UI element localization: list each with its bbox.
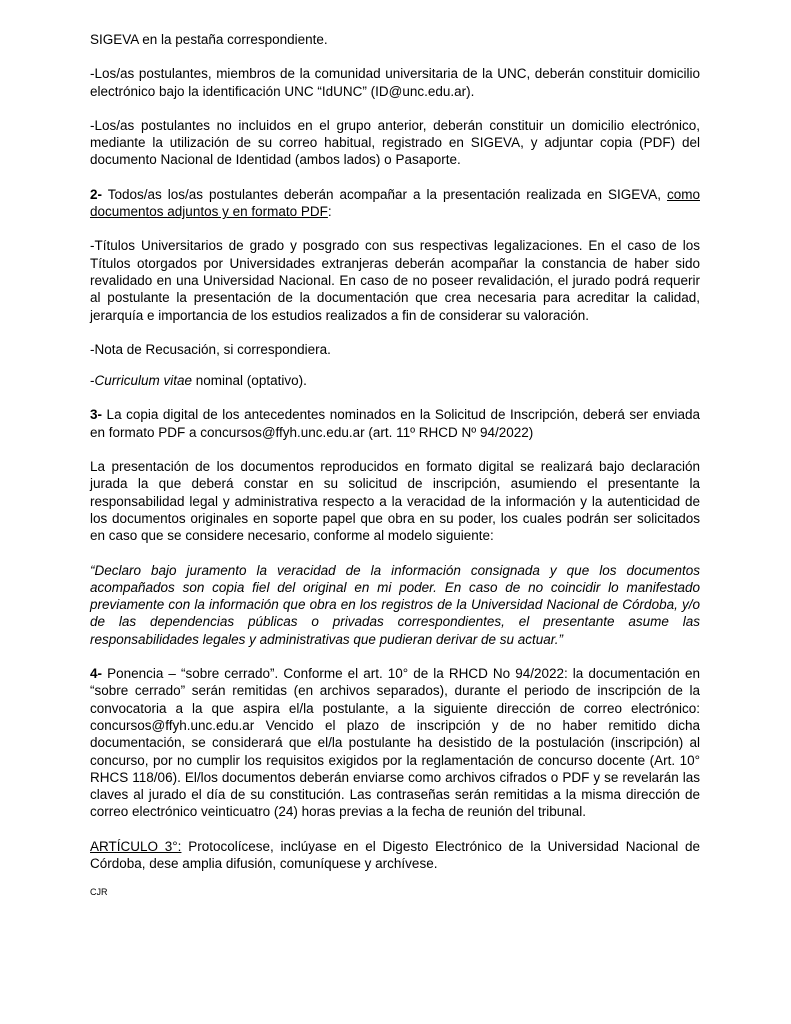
section-2-number: 2- — [90, 186, 103, 202]
section-3 — [90, 406, 700, 441]
section-2-text: Todos/as los/as postulantes deberán acompañar a la presentación realizada en SIGEVA, — [102, 186, 667, 202]
sworn-declaration-quote: “Declaro bajo juramento la veracidad de la información consignada y que los documentos acompañados son copia fiel del original en mi poder. En caso de no coincidir lo manifestado previamente con la información que obra en los registros de la Universidad Nacional de Córdoba, y/o de las dependencias públicas o privadas correspondientes, el presentante asume las responsabilidades legales y administrativas que pudieran derivar de su actuar.” — [90, 562, 700, 647]
section-4-text: Ponencia – “sobre cerrado”. Conforme el art. 10° de la RHCD No 94/2022: la documentación en “sobre cerrado” serán remitidas (en archivos separados), durante el periodo de inscripción de la convocatoria a la que aspira el/la postulante, a la siguiente dirección de correo electrónico: concursos@ffyh.unc.edu.ar Vencido el plazo de inscripción y de no haber remitido dicha documentación, se considerará que el/la postulante ha desistido de la postulación (inscripción) al concurso, por no cumplir los requisitos exigidos por la reglamentación de concurso docente (Art. 10° RHCS 118/06). El/los documentos deberán enviarse como archivos cifrados o PDF y se revelarán las claves al jurado el día de su constitución. Las contraseñas serán remitidas a la misma dirección de correo electrónico veinticuatro (24) horas previas a la fecha de reunión del tribunal. — [90, 666, 700, 820]
section-4 — [90, 665, 700, 821]
document-page — [90, 31, 700, 898]
article-3 — [90, 838, 700, 873]
cv-rest: nominal (optativo). — [192, 373, 307, 389]
section-2 — [90, 186, 700, 221]
paragraph-non-members: -Los/as postulantes no incluidos en el grupo anterior, deberán constituir un domicilio electrónico, mediante la utilización de su correo habitual, registrado en SIGEVA, y adjuntar copia (PDF) del documento Nacional de Identidad (ambos lados) o Pasaporte. — [90, 117, 700, 168]
initials: CJR — [90, 887, 108, 898]
paragraph-titles: -Títulos Universitarios de grado y posgrado con sus respectivas legalizaciones. En el caso de los Títulos otorgados por Universidades extranjeras deberán acompañar la constancia de haber sido revalidado en una Universidad Nacional. En caso de no poseer revalidación, el jurado podrá requerir al postulante la presentación de la documentación que crea necesaria para acreditar la calidad, jerarquía e importancia de los estudios realizados a fin de considerar su valoración. — [90, 238, 700, 323]
article-3-label: ARTÍCULO 3°: — [90, 838, 182, 854]
cv-italic: Curriculum vitae — [94, 373, 193, 389]
section-3-number: 3- — [90, 407, 103, 423]
paragraph-cv — [90, 372, 700, 389]
section-4-number: 4- — [90, 666, 103, 682]
cv-dash: - — [90, 373, 95, 389]
section-2-underlined: como documentos adjuntos y en formato PDF — [90, 186, 700, 220]
paragraph-declaration-intro: La presentación de los documentos reproducidos en formato digital se realizará bajo declaración jurada la que deberá constar en su solicitud de inscripción, asumiendo el presentante la responsabilidad legal y administrativa respecto a la veracidad de la información y la autenticidad de los documentos originales en soporte papel que obra en su poder, los cuales podrán ser solicitados en caso que se considere necesario, conforme al modelo siguiente: — [90, 459, 700, 544]
article-3-text: Protocolícese, inclúyase en el Digesto Electrónico de la Universidad Nacional de Córdoba, dese amplia difusión, comuníquese y archívese. — [90, 838, 700, 871]
section-2-colon: : — [327, 204, 332, 220]
paragraph-recusacion: -Nota de Recusación, si correspondiera. — [90, 341, 331, 357]
paragraph-unc-members: -Los/as postulantes, miembros de la comunidad universitaria de la UNC, deberán constituir domicilio electrónico bajo la identificación UNC “IdUNC” (ID@unc.edu.ar). — [90, 66, 700, 99]
section-3-text: La copia digital de los antecedentes nominados en la Solicitud de Inscripción, deberá ser enviada en formato PDF a concursos@ffyh.unc.edu.ar (art. 11º RHCD Nº 94/2022) — [90, 407, 700, 440]
paragraph-sigeva-tab: SIGEVA en la pestaña correspondiente. — [90, 32, 328, 47]
